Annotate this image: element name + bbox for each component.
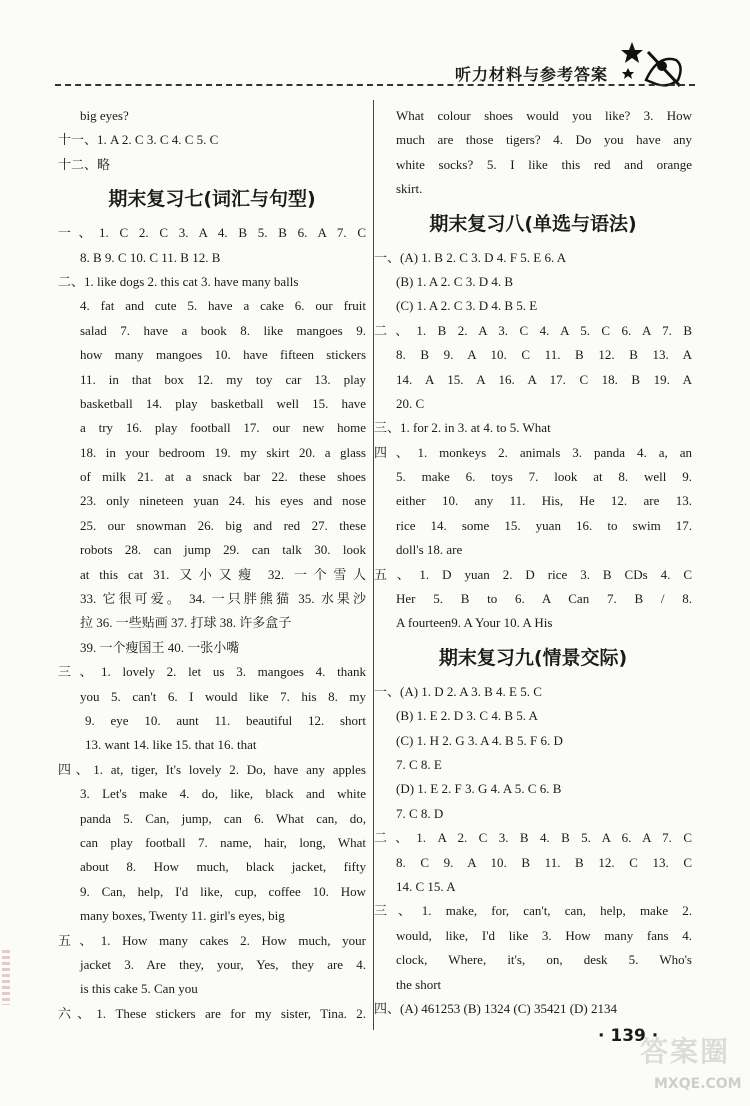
answer-line: big eyes? (80, 108, 129, 123)
answer-line: 9. eye 10. aunt 11. beautiful 12. short (85, 712, 366, 728)
answer-line: 四、(A) 461253 (B) 1324 (C) 35421 (D) 2134 (374, 1000, 618, 1016)
answer-line: 三、1. for 2. in 3. at 4. to 5. What (374, 420, 551, 436)
answer-line: 25. our snowman 26. big and red 27. these (80, 517, 366, 533)
answer-line: clock, Where, it's, on, desk 5. Who's (396, 952, 692, 968)
answer-line: 一、1. C 2. C 3. A 4. B 5. B 6. A 7. C (58, 225, 366, 241)
answer-line: at this cat 31. 又小又瘦 32. 一个雪人 (80, 566, 366, 582)
answer-line: 六、1. These stickers are for my sister, Tina. 2. (58, 1005, 366, 1021)
answer-line: doll's 18. are (396, 542, 463, 558)
answer-line: 二、1. B 2. A 3. C 4. A 5. C 6. A 7. B (374, 322, 692, 338)
answer-line: 39. 一个瘦国王 40. 一张小嘴 (80, 639, 240, 655)
answer-line: much are those tigers? 4. Do you have any (396, 132, 692, 148)
answer-line: about 8. How much, black jacket, fifty (80, 859, 366, 875)
answer-line: 拉 36. 一些贴画 37. 打球 38. 许多盒子 (80, 615, 292, 631)
answer-line: basketball 14. play basketball well 15. have (80, 395, 366, 411)
answer-line: many boxes, Twenty 11. girl's eyes, big (80, 908, 285, 924)
answer-line: 14. C 15. A (396, 878, 456, 894)
answer-line: (B) 1. A 2. C 3. D 4. B (396, 273, 514, 289)
answer-line: 3. Let's make 4. do, like, black and white (80, 786, 366, 802)
answer-line: 二、1. like dogs 2. this cat 3. have many balls (58, 273, 299, 289)
answer-line: of milk 21. at a snack bar 22. these shoes (80, 469, 366, 485)
answer-line: a try 16. play football 17. our new home (80, 420, 366, 436)
answer-line: 三、1. make, for, can't, can, help, make 2. (374, 903, 692, 919)
answer-line: 一、(A) 1. B 2. C 3. D 4. F 5. E 6. A (374, 249, 567, 265)
answer-line: either 10. any 11. His, He 12. are 13. (396, 493, 692, 509)
watermark-url: MXQE.COM (654, 1076, 742, 1092)
answer-line: (D) 1. E 2. F 3. G 4. A 5. C 6. B (396, 781, 562, 797)
page-number: · 139 · (598, 1026, 659, 1046)
answer-line: salad 7. have a book 8. like mangoes 9. (80, 322, 366, 338)
answer-line: 20. C (396, 395, 425, 411)
answer-line: What colour shoes would you like? 3. How (396, 108, 692, 123)
watermark: 答案圈 (640, 1035, 731, 1068)
answer-line: 一、(A) 1. D 2. A 3. B 4. E 5. C (374, 683, 542, 699)
answer-line: would, like, I'd like 3. How many fans 4. (396, 927, 692, 943)
answer-line: 二、1. A 2. C 3. B 4. B 5. A 6. A 7. C (374, 830, 692, 846)
answer-line: 8. B 9. A 10. C 11. B 12. B 13. A (396, 347, 692, 363)
answer-line: can play football 7. name, hair, long, What (80, 834, 366, 850)
answer-line: A fourteen9. A Your 10. A His (396, 615, 553, 631)
answer-line: (B) 1. E 2. D 3. C 4. B 5. A (396, 708, 538, 724)
answer-line: 五、1. D yuan 2. D rice 3. B CDs 4. C (374, 566, 692, 582)
answer-line: 三、1. lovely 2. let us 3. mangoes 4. thank (58, 664, 366, 680)
answer-line: 四、1. at, tiger, It's lovely 2. Do, have any apples (58, 761, 366, 777)
answer-line: jacket 3. Are they, your, Yes, they are 4. (80, 956, 366, 972)
answer-line: 8. B 9. C 10. C 11. B 12. B (80, 249, 221, 265)
answer-line: how many mangoes 10. have fifteen stickers (80, 347, 366, 363)
answer-line: skirt. (396, 181, 423, 197)
answer-line: 四、1. monkeys 2. animals 3. panda 4. a, an (374, 444, 692, 460)
section-heading: 期末复习九(情景交际) (438, 646, 628, 669)
answer-line: white socks? 5. I like this red and orange (396, 156, 692, 172)
answer-line: (C) 1. A 2. C 3. D 4. B 5. E (396, 298, 538, 314)
answer-line: 十二、略 (58, 156, 111, 172)
answer-line: 8. C 9. A 10. B 11. B 12. C 13. C (396, 854, 692, 870)
right-column (374, 104, 692, 1021)
answer-line: (C) 1. H 2. G 3. A 4. B 5. F 6. D (396, 732, 563, 748)
header-divider (55, 84, 695, 86)
answer-line: 14. A 15. A 16. A 17. C 18. B 19. A (396, 371, 692, 387)
answer-line: 5. make 6. toys 7. look at 8. well 9. (396, 469, 692, 485)
answer-line: 13. want 14. like 15. that 16. that (85, 737, 257, 753)
answer-line: Her 5. B to 6. A Can 7. B / 8. (396, 591, 692, 607)
section-heading: 期末复习七(词汇与句型) (108, 188, 316, 211)
answer-line: 7. C 8. D (396, 805, 444, 821)
answer-line: 11. in that box 12. my toy car 13. play (80, 371, 366, 387)
answer-line: the short (396, 976, 442, 992)
answer-line: robots 28. can jump 29. can talk 30. look (80, 542, 366, 558)
answer-line: 23. only nineteen yuan 24. his eyes and nose (80, 493, 366, 509)
header-title: 听力材料与参考答案 (455, 65, 609, 84)
section-heading: 期末复习八(单选与语法) (429, 212, 637, 235)
answer-line: 4. fat and cute 5. have a cake 6. our fruit (80, 298, 366, 314)
answer-line: you 5. can't 6. I would like 7. his 8. my (80, 688, 366, 704)
answer-line: 7. C 8. E (396, 756, 442, 772)
answer-line: is this cake 5. Can you (80, 981, 198, 997)
answer-line: 9. Can, help, I'd like, cup, coffee 10. How (80, 883, 366, 899)
answer-line: 十一、1. A 2. C 3. C 4. C 5. C (58, 132, 219, 148)
answer-line: 18. in your bedroom 19. my skirt 20. a glass (80, 444, 366, 460)
answer-line: rice 14. some 15. yuan 16. to swim 17. (396, 517, 692, 533)
page-edge-mark (2, 950, 10, 1005)
answer-line: panda 5. Can, jump, can 6. What can, do, (80, 810, 366, 826)
left-column (58, 104, 366, 1026)
answer-line: 33. 它很可爱。 34. 一只胖熊猫 35. 水果沙 (80, 591, 366, 607)
answer-line: 五、1. How many cakes 2. How much, your (58, 932, 366, 948)
